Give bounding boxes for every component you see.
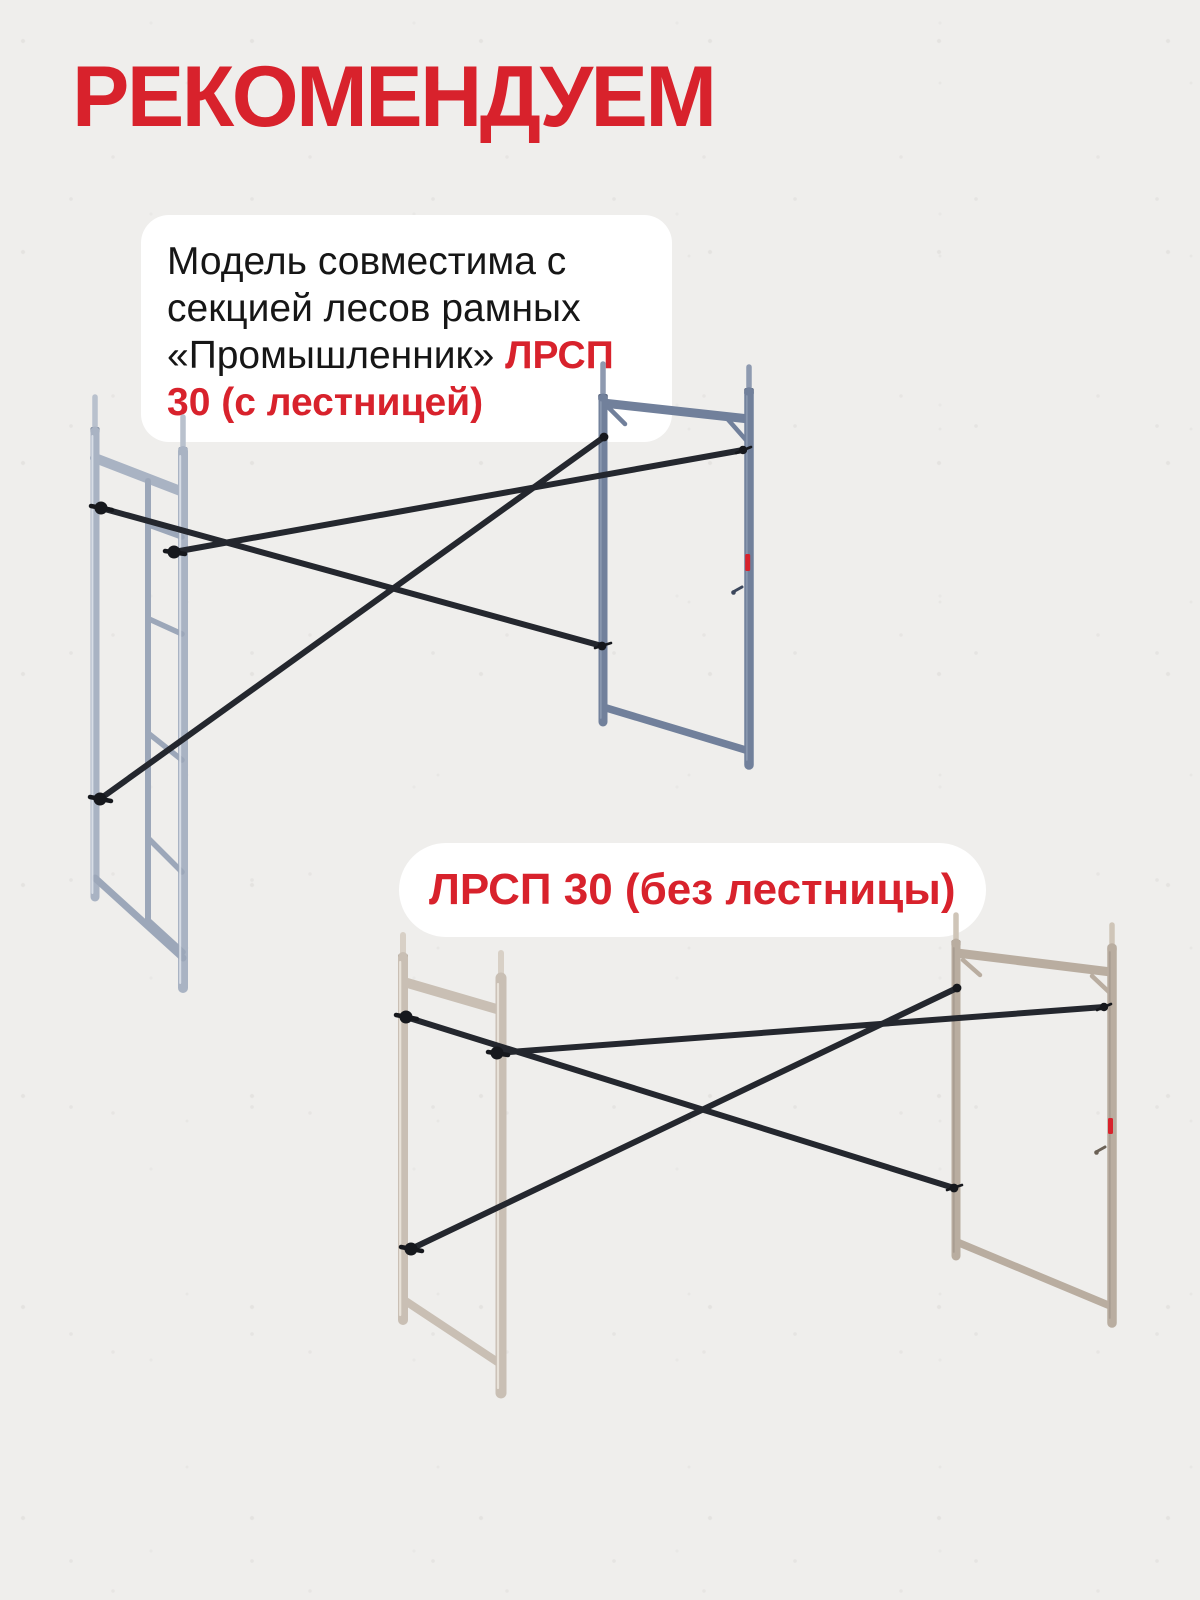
scaffold2-right-frame bbox=[951, 915, 1116, 1323]
scaffold2-left-frame bbox=[398, 935, 506, 1393]
scaffold-without-ladder-illustration bbox=[385, 895, 1155, 1415]
brace-wingnuts bbox=[90, 502, 185, 806]
brace-wingnuts bbox=[396, 1011, 508, 1256]
label-without-ladder-text: ЛРСП 30 (без лестницы) bbox=[429, 865, 956, 914]
frame-hook bbox=[731, 587, 742, 595]
scaffold1-right-frame bbox=[598, 364, 754, 765]
scaffold1-cross-braces bbox=[90, 433, 751, 806]
ladder-rungs bbox=[148, 525, 183, 952]
red-mark bbox=[745, 554, 750, 571]
red-mark bbox=[1108, 1118, 1113, 1134]
note-line: Модель совместима с bbox=[167, 240, 567, 283]
scaffold1-left-frame-with-ladder bbox=[90, 397, 187, 988]
page-title: РЕКОМЕНДУЕМ bbox=[72, 49, 715, 145]
frame-hook bbox=[1094, 1147, 1105, 1155]
note-line: секцией лесов рамных bbox=[167, 287, 581, 330]
note-line: 30 (с лестницей) bbox=[167, 381, 484, 424]
note-line: «Промышленник» ЛРСП bbox=[167, 334, 614, 377]
